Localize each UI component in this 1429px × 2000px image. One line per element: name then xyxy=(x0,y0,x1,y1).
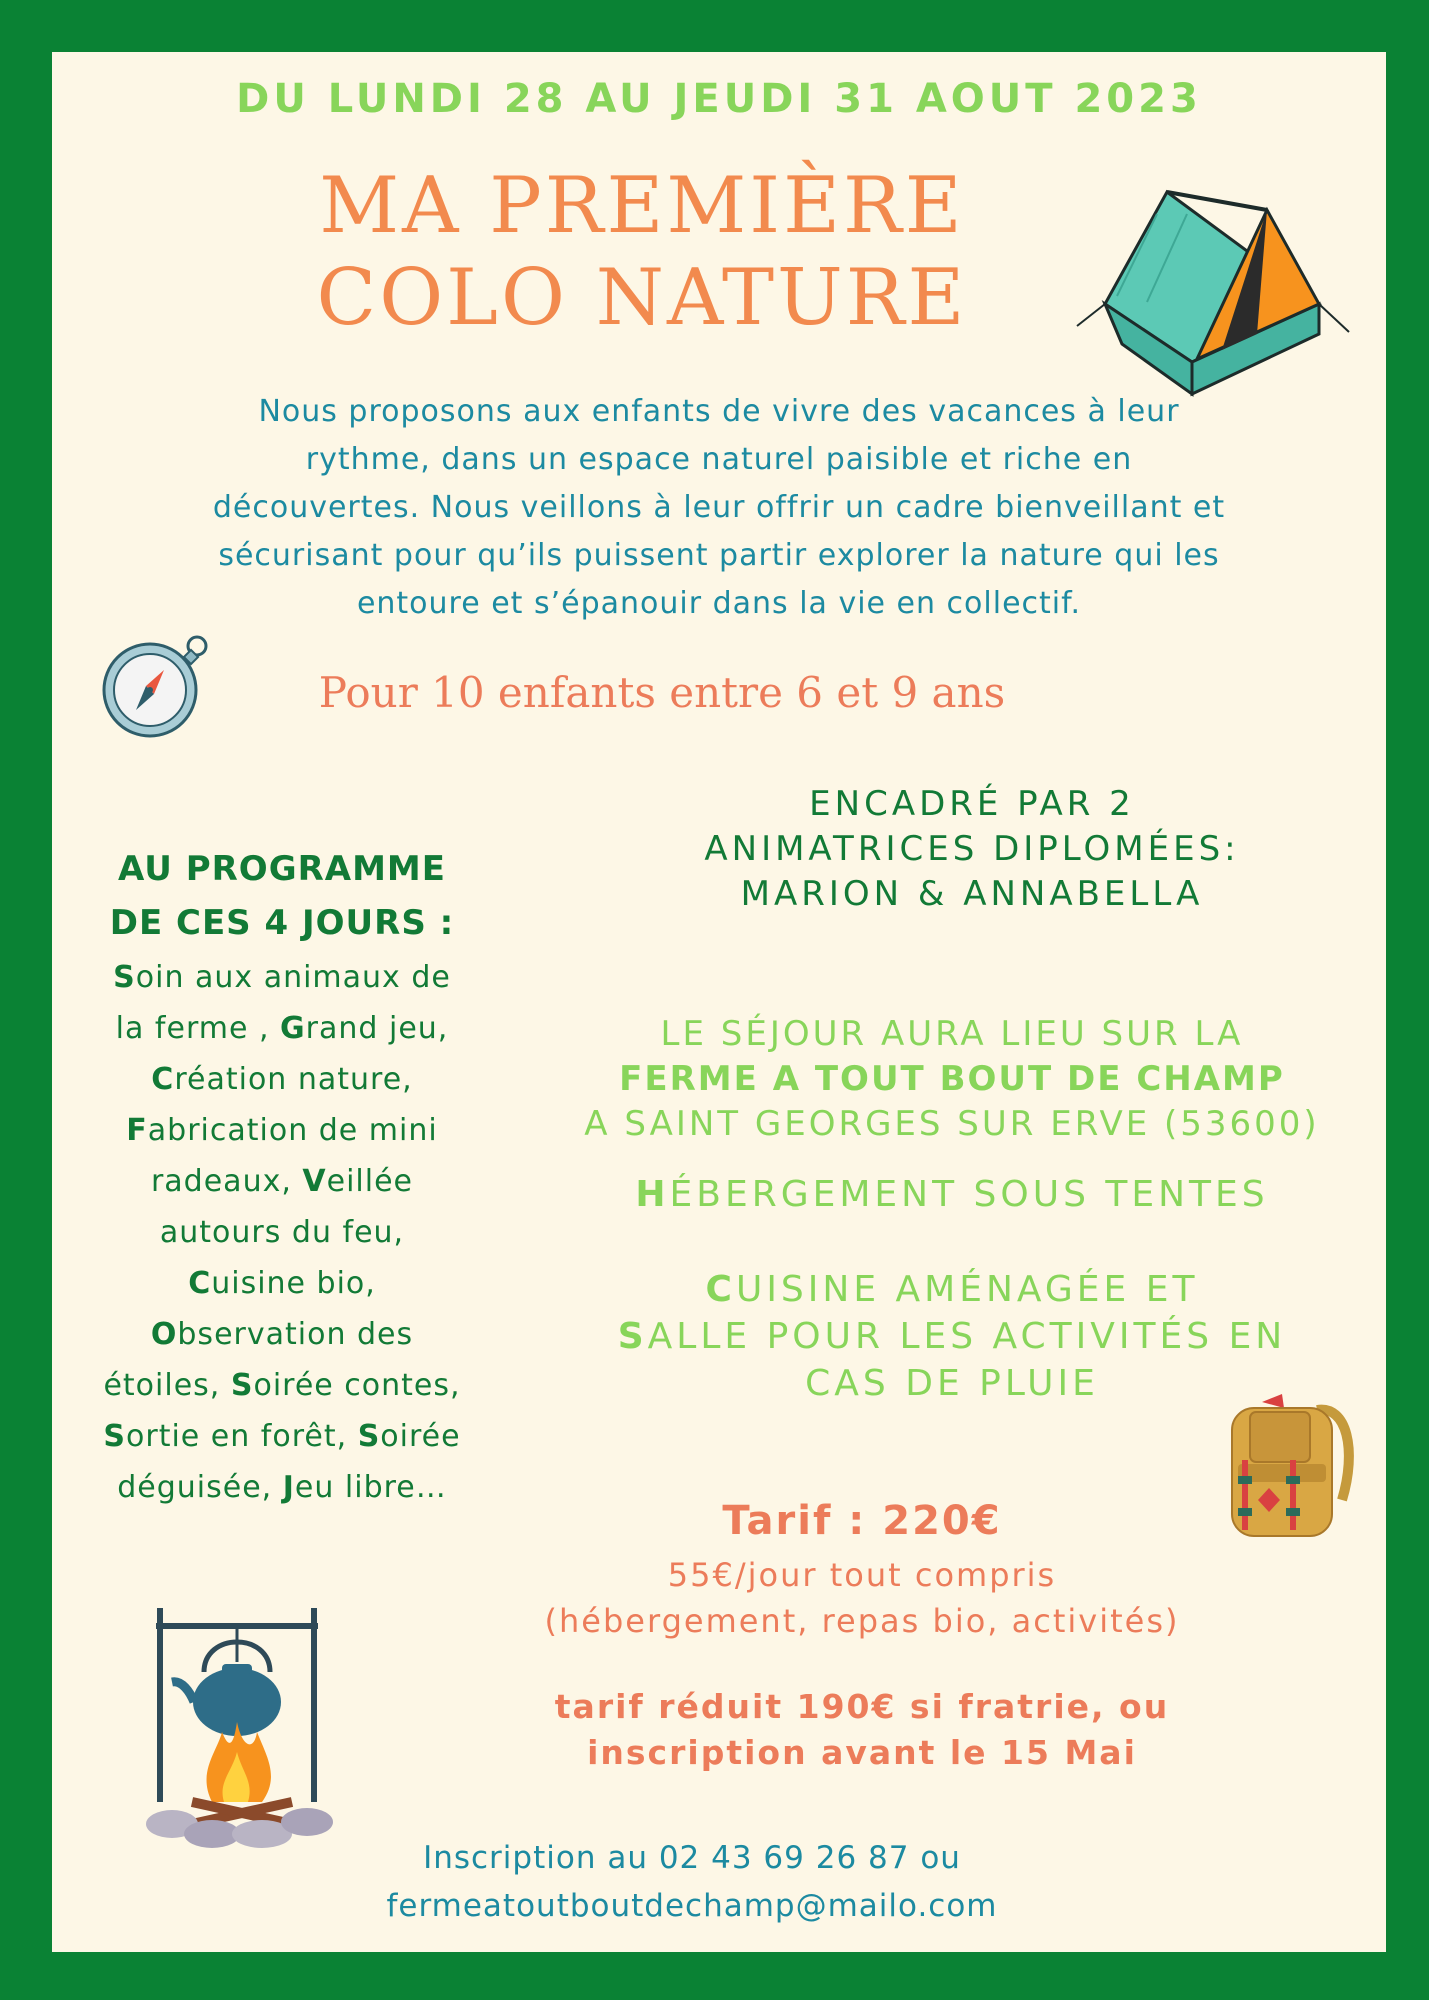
staff-line-3: MARION & ANNABELLA xyxy=(740,874,1204,914)
reduced-price-line-2: inscription avant le 15 Mai xyxy=(587,1733,1137,1772)
intro-line-2: rythme, dans un espace naturel paisible et riche en xyxy=(305,442,1133,477)
programme-line xyxy=(72,952,492,1003)
activity-text: réation nature, xyxy=(174,1062,413,1097)
staff-info xyxy=(612,782,1332,917)
activity-text: abrication de mini xyxy=(147,1113,438,1148)
programme-line xyxy=(72,1462,492,1513)
facilities-initial-2: S xyxy=(617,1316,648,1357)
activity-text: étoiles, xyxy=(103,1368,231,1403)
reduced-price xyxy=(452,1684,1272,1776)
facilities-initial-1: C xyxy=(705,1269,736,1310)
activity-text: autours du feu, xyxy=(159,1215,405,1250)
activity-text: bservation des xyxy=(177,1317,414,1352)
intro-paragraph xyxy=(112,388,1326,628)
compass-icon xyxy=(102,630,212,740)
intro-line-1: Nous proposons aux enfants de vivre des vacances à leur xyxy=(258,394,1180,429)
activity-initial: J xyxy=(282,1470,295,1505)
event-dates: DU LUNDI 28 AU JEUDI 31 AOUT 2023 xyxy=(236,76,1202,122)
activity-text: eu libre… xyxy=(294,1470,447,1505)
price-details xyxy=(452,1552,1272,1644)
accommodation-text: ÉBERGEMENT SOUS TENTES xyxy=(669,1174,1269,1215)
activity-initial: C xyxy=(188,1266,212,1301)
accommodation-info xyxy=(552,1174,1352,1215)
activity-text: déguisée, xyxy=(117,1470,283,1505)
activity-initial: S xyxy=(103,1419,127,1454)
location-line-3: A SAINT GEORGES SUR ERVE (53600) xyxy=(584,1104,1320,1144)
programme-list xyxy=(72,952,492,1513)
programme-line xyxy=(72,1309,492,1360)
facilities-line-2 xyxy=(552,1313,1352,1360)
staff-line-2: ANIMATRICES DIPLOMÉES: xyxy=(704,829,1240,869)
title-line-2: COLO NATURE xyxy=(316,253,968,343)
campfire-kettle-icon xyxy=(142,1602,342,1852)
reduced-price-line-1: tarif réduit 190€ si fratrie, ou xyxy=(554,1687,1170,1726)
facilities-info xyxy=(552,1266,1352,1407)
activity-text: uisine bio, xyxy=(211,1266,376,1301)
activity-text: oirée contes, xyxy=(253,1368,461,1403)
programme-line xyxy=(72,1411,492,1462)
programme-line xyxy=(72,1105,492,1156)
activity-text: eillée xyxy=(326,1164,414,1199)
activity-initial: S xyxy=(113,960,136,995)
facilities-text-2: ALLE POUR LES ACTIVITÉS EN xyxy=(647,1316,1287,1357)
phone-line: Inscription au 02 43 69 26 87 ou xyxy=(423,1840,961,1876)
activity-initial: F xyxy=(126,1113,148,1148)
activity-text: radeaux, xyxy=(150,1164,303,1199)
intro-line-3: découvertes. Nous veillons à leur offrir un cadre bienveillant et xyxy=(212,490,1226,525)
activity-text: rand jeu, xyxy=(305,1011,449,1046)
programme-title-line-1: AU PROGRAMME xyxy=(117,849,446,889)
activity-initial: S xyxy=(230,1368,254,1403)
farm-name: FERME A TOUT BOUT DE CHAMP xyxy=(619,1059,1285,1099)
location-line-1: LE SÉJOUR AURA LIEU SUR LA xyxy=(660,1014,1244,1054)
activity-text: la ferme , xyxy=(115,1011,281,1046)
programme-line xyxy=(72,1003,492,1054)
page-title xyxy=(252,160,1032,344)
email-link[interactable]: fermeatoutboutdechamp@mailo.com xyxy=(386,1888,998,1924)
programme-line xyxy=(72,1156,492,1207)
facilities-text-1: UISINE AMÉNAGÉE ET xyxy=(735,1269,1199,1310)
activity-initial: C xyxy=(151,1062,175,1097)
tent-icon xyxy=(1097,184,1347,394)
activity-initial: O xyxy=(150,1317,178,1352)
activity-initial: V xyxy=(302,1164,327,1199)
flyer-page xyxy=(52,52,1386,1952)
programme-title xyxy=(72,842,492,950)
activity-text: oin aux animaux de xyxy=(135,960,451,995)
activity-text: ortie en forêt, xyxy=(126,1419,358,1454)
contact-info xyxy=(252,1834,1132,1930)
price-per-day: 55€/jour tout compris xyxy=(667,1556,1057,1594)
price-includes: (hébergement, repas bio, activités) xyxy=(544,1602,1180,1640)
audience-text: Pour 10 enfants entre 6 et 9 ans xyxy=(318,668,1006,717)
programme-line xyxy=(72,1360,492,1411)
activity-initial: S xyxy=(357,1419,381,1454)
programme-title-line-2: DE CES 4 JOURS : xyxy=(109,903,455,943)
price-title: Tarif : 220€ xyxy=(722,1498,1002,1544)
title-line-1: MA PREMIÈRE xyxy=(319,161,965,251)
facilities-line-3: CAS DE PLUIE xyxy=(805,1363,1099,1404)
programme-line xyxy=(72,1258,492,1309)
activity-text: oirée xyxy=(380,1419,461,1454)
intro-line-5: entoure et s’épanouir dans la vie en collectif. xyxy=(356,586,1082,621)
staff-line-1: ENCADRÉ PAR 2 xyxy=(809,784,1135,824)
location-info xyxy=(552,1012,1352,1147)
programme-line xyxy=(72,1054,492,1105)
accommodation-initial: H xyxy=(635,1174,670,1215)
programme-line xyxy=(72,1207,492,1258)
facilities-line-1 xyxy=(552,1266,1352,1313)
activity-initial: G xyxy=(280,1011,306,1046)
intro-line-4: sécurisant pour qu’ils puissent partir explorer la nature qui les xyxy=(218,538,1220,573)
